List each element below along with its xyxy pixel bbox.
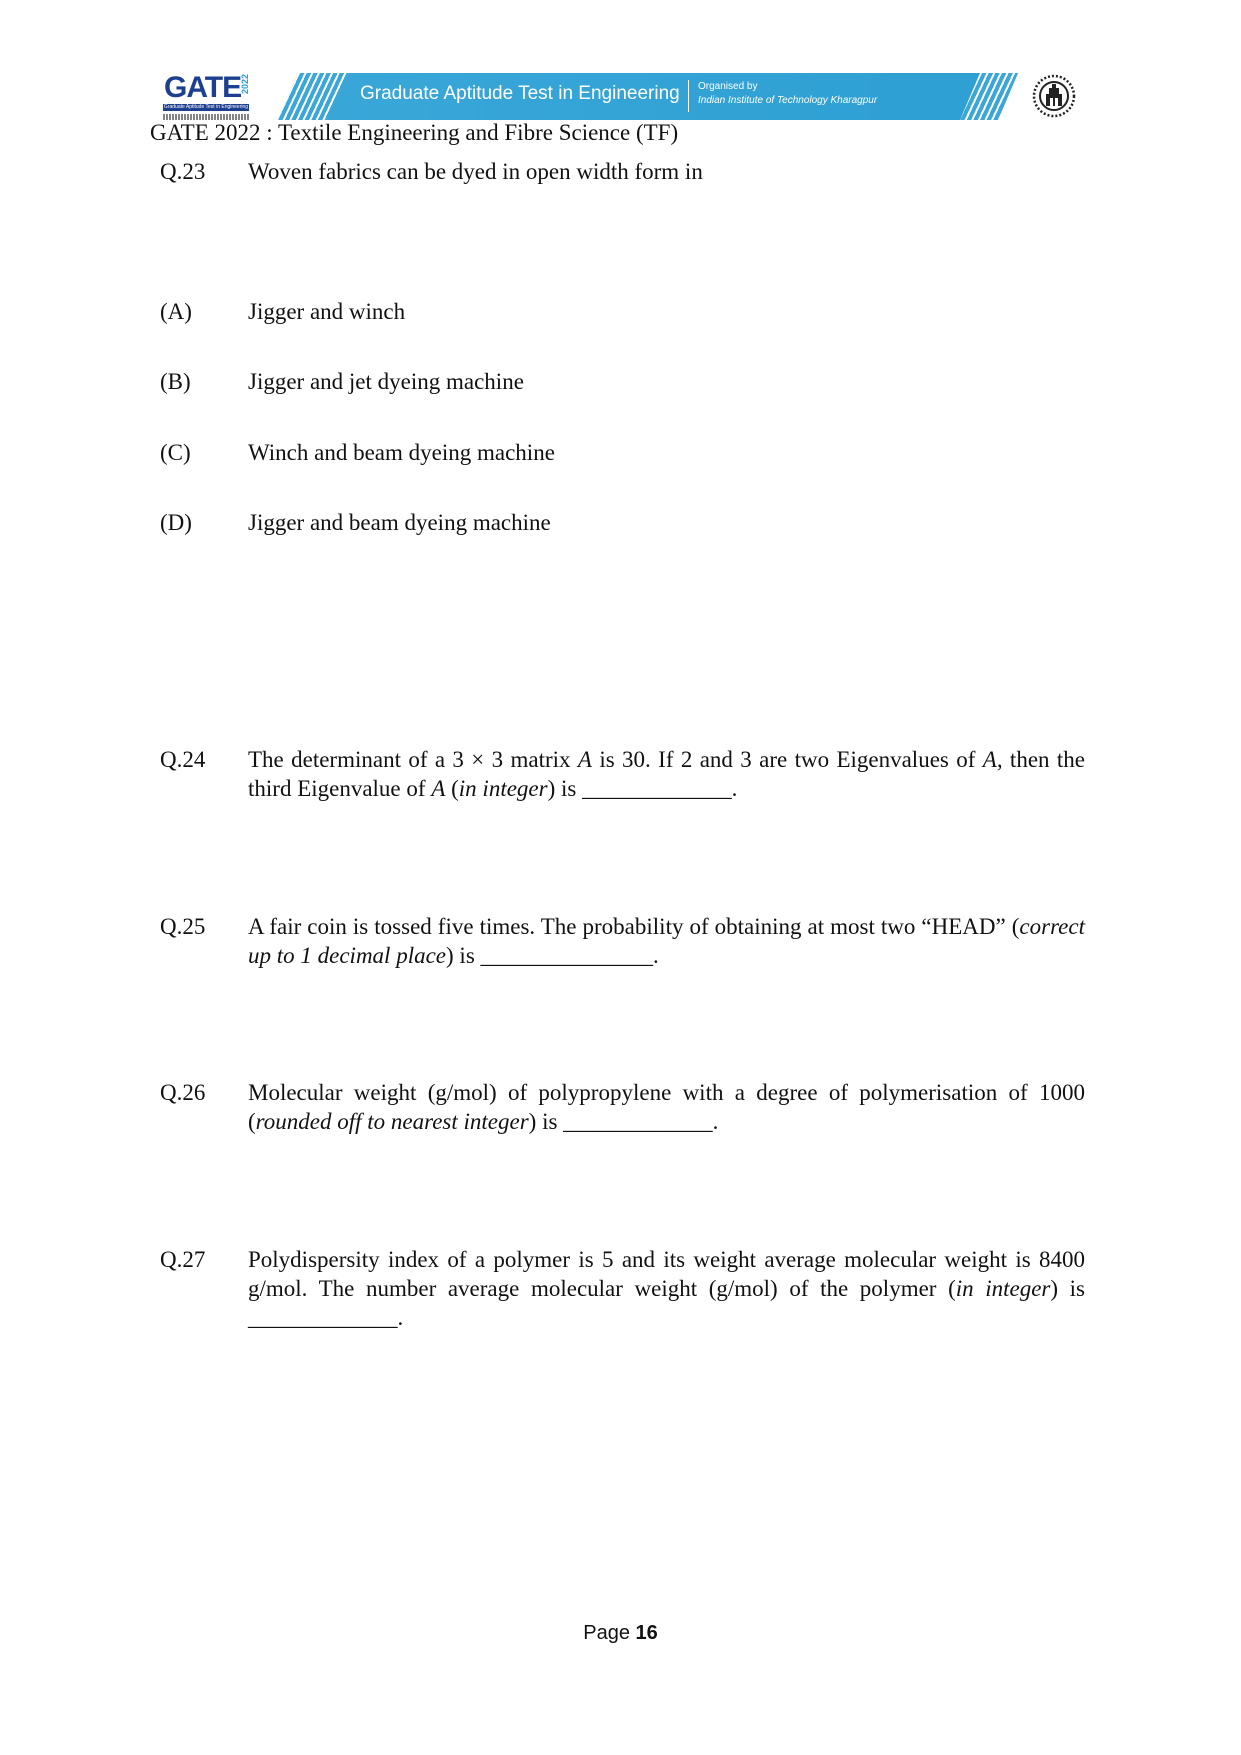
question-number: Q.23 (160, 159, 206, 184)
gate-logo-text: GATE (164, 71, 242, 104)
header-banner (160, 70, 1080, 124)
option-text: Winch and beam dyeing machine (248, 440, 555, 465)
question-text: Polydispersity index of a polymer is 5 and its weight average molecular weight is 8400 g/mol. The number average molecular weight (g/mol) of the polymer (in integer) is _____________. (248, 1247, 1086, 1330)
answer-format-hint: in integer (458, 776, 548, 801)
gate-logo-subtitle: Graduate Aptitude Test in Engineering (163, 104, 249, 110)
gate-logo-year: 2022 (240, 74, 250, 95)
option-label: (C) (160, 440, 191, 465)
banner-separator (688, 80, 689, 112)
question-text: A fair coin is tossed five times. The probability of obtaining at most two “HEAD” (correct up to 1 decimal place) is _______________. (248, 914, 1085, 968)
question-number: Q.25 (160, 914, 206, 939)
page-label: Page (583, 1622, 630, 1644)
question-number: Q.26 (160, 1080, 206, 1105)
answer-format-hint: in integer (955, 1276, 1051, 1301)
option-label: (D) (160, 510, 192, 535)
question-text: Woven fabrics can be dyed in open width form in (248, 159, 703, 184)
question-number: Q.24 (160, 747, 206, 772)
option-text: Jigger and jet dyeing machine (248, 369, 524, 394)
banner-organiser: Indian Institute of Technology Kharagpur (698, 95, 878, 106)
gate-logo (160, 70, 255, 124)
question-text: The determinant of a 3 × 3 matrix A is 30. If 2 and 3 are two Eigenvalues of A, then the third Eigenvalue of A (in integer) is _____________. (248, 747, 1085, 801)
page-number (0, 1622, 1241, 1645)
iit-emblem-icon (1032, 74, 1076, 118)
option-label: (A) (160, 299, 192, 324)
document-title: GATE 2022 : Textile Engineering and Fibre Science (TF) (150, 120, 679, 145)
option-text: Jigger and beam dyeing machine (248, 510, 551, 535)
question-number: Q.27 (160, 1247, 206, 1272)
banner-title: Graduate Aptitude Test in Engineering (360, 83, 680, 104)
answer-format-hint: rounded off to nearest integer (255, 1109, 529, 1134)
question-text: Molecular weight (g/mol) of polypropylene with a degree of polymerisation of 1000 (rounded off to nearest integer) is _____________. (248, 1080, 1085, 1134)
banner-organised-by: Organised by (698, 81, 758, 92)
answer-format-hint: correct up to 1 decimal place (248, 914, 1085, 968)
option-text: Jigger and winch (248, 299, 406, 324)
option-label: (B) (160, 369, 191, 394)
page-number-value: 16 (635, 1622, 658, 1644)
